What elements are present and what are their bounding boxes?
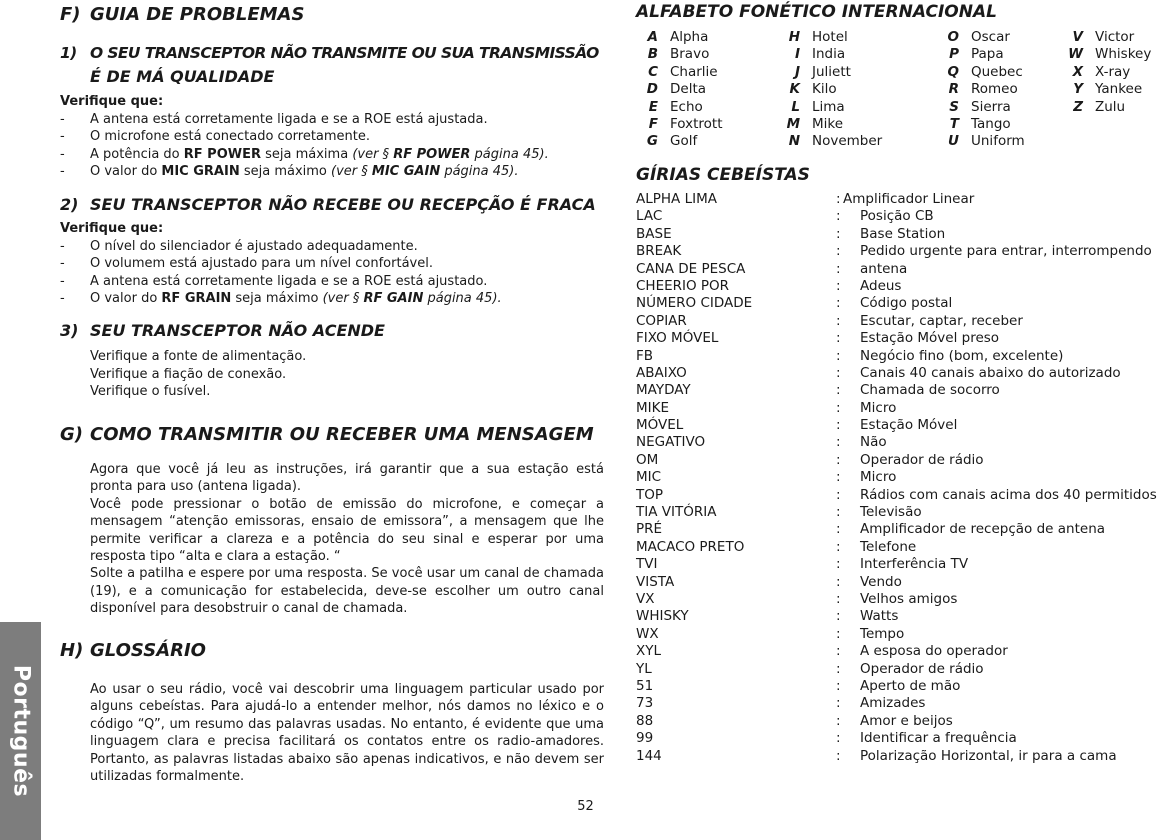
slang-definition: Amor e beijos	[860, 712, 953, 729]
alphabet-column	[1061, 29, 1171, 116]
alphabet-word: Hotel	[812, 29, 848, 45]
slang-colon: :	[836, 521, 841, 538]
bullet-bold: RF GRAIN	[161, 291, 232, 307]
alphabet-letter: T	[949, 115, 959, 132]
slang-row	[636, 661, 1171, 678]
slang-definition: Não	[860, 434, 887, 451]
section-title: GLOSSÁRIO	[90, 640, 206, 661]
alphabet-letter: A	[647, 29, 658, 45]
bullet-ref: página 45).	[423, 291, 502, 307]
bullet-text: O volumem está ajustado para um nível confortável.	[90, 256, 433, 272]
alphabet-letter: E	[648, 98, 658, 115]
slang-term: 73	[636, 695, 654, 712]
alphabet-word: Juliett	[812, 63, 851, 80]
alphabet-entry	[636, 99, 781, 116]
slang-term: TVI	[636, 556, 658, 573]
bullet-ref: página 45).	[470, 146, 549, 162]
alphabet-word: Kilo	[812, 81, 837, 98]
slang-row	[636, 400, 1171, 417]
alphabet-entry	[778, 116, 923, 133]
slang-definition: Canais 40 canais abaixo do autorizado	[860, 364, 1121, 381]
slang-term: VISTA	[636, 573, 675, 590]
bullet-ref-bold: RF POWER	[393, 146, 471, 162]
slang-colon: :	[836, 260, 841, 277]
p3-item: Verifique a fiação de conexão.	[90, 367, 287, 382]
alphabet-entry	[778, 64, 923, 81]
section-h-heading	[60, 640, 206, 661]
slang-term: BASE	[636, 225, 672, 242]
bullet-item	[60, 273, 487, 290]
slang-colon: :	[836, 434, 841, 451]
slang-colon: :	[836, 608, 841, 625]
paragraph: Solte a patilha e espere por uma resposta. Se você usar um canal de chamada (19), e a comunicação for estabelecida, deve-se escolher um outro canal disponível para desobstruir o canal de chamada.	[90, 566, 604, 617]
alphabet-word: Papa	[971, 46, 1004, 63]
slang-term: 144	[636, 747, 662, 764]
alphabet-letter: P	[949, 46, 959, 63]
alphabet-word: Yankee	[1095, 81, 1143, 98]
slang-definition: Rádios com canais acima dos 40 permitidos	[860, 486, 1157, 503]
alphabet-letter: G	[646, 133, 658, 150]
bullet-ref: (ver §	[331, 164, 372, 180]
slang-row	[636, 678, 1171, 695]
slang-definition: Watts	[860, 608, 899, 625]
alphabet-entry	[636, 29, 781, 46]
alphabet-letter: H	[788, 29, 800, 45]
alphabet-entry	[937, 116, 1082, 133]
bullet-text: O microfone está conectado corretamente.	[90, 129, 371, 145]
alphabet-letter: J	[794, 63, 800, 80]
alphabet-entry	[1061, 64, 1171, 81]
alphabet-word: Alpha	[670, 29, 709, 45]
slang-list	[636, 191, 1171, 765]
alphabet-letter: Z	[1073, 98, 1083, 115]
alphabet-entry	[1061, 99, 1171, 116]
slang-row	[636, 521, 1171, 538]
slang-row	[636, 417, 1171, 434]
bullet-ref-bold: RF GAIN	[363, 291, 424, 307]
slang-title: GÍRIAS CEBEÍSTAS	[636, 165, 810, 185]
alphabet-letter: D	[646, 81, 658, 98]
problem-title: SEU TRANSCEPTOR NÃO ACENDE	[90, 321, 385, 340]
slang-term: XYL	[636, 643, 662, 660]
slang-colon: :	[836, 504, 841, 521]
alphabet-entry	[1061, 29, 1171, 46]
slang-definition: Micro	[860, 469, 897, 486]
problem-number: 1)	[60, 44, 77, 62]
alphabet-entry	[1061, 81, 1171, 98]
slang-colon: :	[836, 417, 841, 434]
slang-colon: :	[836, 382, 841, 399]
slang-row	[636, 313, 1171, 330]
slang-term: ALPHA LIMA	[636, 191, 717, 207]
alphabet-letter: X	[1072, 63, 1083, 80]
slang-definition: Amplificador Linear	[843, 191, 975, 207]
slang-term: 51	[636, 677, 654, 694]
slang-term: ABAIXO	[636, 364, 687, 381]
slang-row	[636, 504, 1171, 521]
slang-colon: :	[836, 643, 841, 660]
slang-colon: :	[836, 590, 841, 607]
alphabet-word: Romeo	[971, 81, 1018, 98]
alphabet-word: Charlie	[670, 63, 718, 80]
alphabet-column	[778, 29, 923, 151]
slang-row	[636, 574, 1171, 591]
slang-colon: :	[836, 364, 841, 381]
slang-row	[636, 695, 1171, 712]
slang-term: MACACO PRETO	[636, 538, 745, 555]
alphabet-letter: S	[949, 98, 959, 115]
slang-term: CANA DE PESCA	[636, 260, 746, 277]
slang-row	[636, 278, 1171, 295]
alphabet-letter: M	[786, 115, 800, 132]
slang-colon: :	[836, 538, 841, 555]
alphabet-entry	[1061, 46, 1171, 63]
alphabet-letter: Y	[1073, 81, 1083, 98]
slang-definition: Escutar, captar, receber	[860, 312, 1023, 329]
section-f-heading	[60, 4, 304, 25]
section-letter: F)	[60, 4, 81, 25]
alphabet-entry	[778, 99, 923, 116]
slang-term: OM	[636, 451, 659, 468]
slang-row	[636, 556, 1171, 573]
slang-row	[636, 730, 1171, 747]
bullet-item	[60, 163, 519, 180]
slang-colon: :	[836, 469, 841, 486]
slang-colon: :	[836, 695, 841, 712]
slang-row	[636, 452, 1171, 469]
alphabet-word: Zulu	[1095, 98, 1126, 115]
alphabet-letter: V	[1072, 29, 1083, 45]
slang-row	[636, 261, 1171, 278]
slang-row	[636, 191, 1171, 208]
slang-row	[636, 591, 1171, 608]
verify-label: Verifique que:	[60, 94, 164, 109]
alphabet-letter: O	[947, 29, 959, 45]
slang-colon: :	[836, 277, 841, 294]
bullet-text: A antena está corretamente ligada e se a ROE está ajustado.	[90, 273, 488, 289]
section-letter: H)	[60, 640, 84, 661]
alphabet-letter: B	[647, 46, 658, 63]
slang-definition: antena	[860, 260, 908, 277]
slang-row	[636, 243, 1171, 260]
bullet-ref: (ver §	[352, 146, 394, 162]
alphabet-word: Quebec	[971, 63, 1023, 80]
bullet-dash: -	[60, 256, 65, 272]
slang-term: CHEERIO POR	[636, 277, 730, 294]
slang-term: MIKE	[636, 399, 670, 416]
page-number: 52	[577, 799, 594, 814]
slang-row	[636, 608, 1171, 625]
slang-row	[636, 469, 1171, 486]
problem-title: SEU TRANSCEPTOR NÃO RECEBE OU RECEPÇÃO É FRACA	[90, 195, 596, 214]
slang-term: MAYDAY	[636, 382, 691, 399]
slang-term: VX	[636, 590, 655, 607]
section-title: COMO TRANSMITIR OU RECEBER UMA MENSAGEM	[90, 424, 594, 445]
slang-definition: Negócio fino (bom, excelente)	[860, 347, 1064, 364]
bullet-item	[60, 290, 502, 307]
slang-definition: Estação Móvel preso	[860, 330, 1000, 347]
bullet-ref: página 45).	[440, 164, 519, 180]
slang-row	[636, 713, 1171, 730]
slang-definition: Vendo	[860, 573, 902, 590]
alphabet-word: Whiskey	[1095, 46, 1152, 63]
slang-term: TIA VITÓRIA	[636, 504, 717, 521]
slang-term: NEGATIVO	[636, 434, 706, 451]
slang-definition: Amplificador de recepção de antena	[860, 521, 1106, 538]
slang-row	[636, 382, 1171, 399]
slang-colon: :	[836, 486, 841, 503]
problem-3-heading	[60, 321, 385, 340]
alphabet-word: Sierra	[971, 98, 1011, 115]
slang-colon: :	[836, 573, 841, 590]
slang-definition: Operador de rádio	[860, 660, 984, 677]
alphabet-title: ALFABETO FONÉTICO INTERNACIONAL	[636, 2, 997, 22]
slang-definition: Velhos amigos	[860, 590, 958, 607]
slang-row	[636, 348, 1171, 365]
slang-definition: Operador de rádio	[860, 451, 984, 468]
slang-colon: :	[836, 399, 841, 416]
bullet-item	[60, 255, 433, 272]
slang-term: BREAK	[636, 243, 682, 260]
alphabet-letter: F	[648, 115, 658, 132]
slang-term: WHISKY	[636, 608, 689, 625]
alphabet-word: Lima	[812, 98, 845, 115]
bullet-bold: RF POWER	[183, 146, 261, 162]
slang-row	[636, 208, 1171, 225]
paragraph: Você pode pressionar o botão de emissão do microfone, e começar a mensagem “atenção emissoras, ensaio de emissora”, a mensagem que lhe permite verificar a clareza e a potência do seu sinal e esperar por uma resposta tipo “alta e clara a estação. “	[90, 496, 604, 565]
alphabet-word: Tango	[971, 115, 1011, 132]
alphabet-letter: R	[948, 81, 959, 98]
bullet-dash: -	[60, 239, 65, 254]
alphabet-word: Mike	[812, 115, 844, 132]
slang-term: WX	[636, 625, 659, 642]
slang-definition: Tempo	[860, 625, 905, 642]
bullet-text: O nível do silenciador é ajustado adequadamente.	[90, 239, 418, 254]
alphabet-letter: L	[791, 98, 800, 115]
bullet-text: seja máximo	[239, 164, 332, 180]
p3-item: Verifique o fusível.	[90, 384, 211, 399]
alphabet-letter: K	[789, 81, 800, 98]
slang-colon: :	[836, 347, 841, 364]
slang-term: NÚMERO CIDADE	[636, 295, 753, 312]
problem-title-line2: É DE MÁ QUALIDADE	[90, 67, 275, 86]
alphabet-entry	[636, 64, 781, 81]
slang-colon: :	[836, 677, 841, 694]
slang-term: FIXO MÓVEL	[636, 330, 719, 347]
slang-definition: Micro	[860, 399, 897, 416]
alphabet-word: Victor	[1095, 29, 1135, 45]
section-letter: G)	[60, 424, 84, 445]
slang-term: 88	[636, 712, 654, 729]
slang-term: FB	[636, 347, 654, 364]
slang-definition: Televisão	[860, 504, 922, 521]
slang-definition: Código postal	[860, 295, 953, 312]
alphabet-entry	[778, 81, 923, 98]
slang-colon: :	[836, 712, 841, 729]
slang-definition: Base Station	[860, 225, 946, 242]
alphabet-word: Delta	[670, 81, 707, 98]
section-title: GUIA DE PROBLEMAS	[90, 4, 305, 25]
alphabet-word: Oscar	[971, 29, 1010, 45]
slang-term: COPIAR	[636, 312, 687, 329]
bullet-item	[60, 238, 418, 255]
alphabet-letter: Q	[947, 63, 959, 80]
bullet-text: O valor do	[90, 291, 162, 307]
bullet-item	[60, 111, 488, 128]
slang-definition: Estação Móvel	[860, 417, 958, 434]
slang-row	[636, 330, 1171, 347]
problem-2-heading	[60, 195, 596, 214]
slang-term: TOP	[636, 486, 664, 503]
slang-row	[636, 626, 1171, 643]
alphabet-entry	[636, 133, 781, 150]
slang-term: LAC	[636, 208, 663, 225]
bullet-text: seja máxima	[261, 146, 353, 162]
slang-row	[636, 226, 1171, 243]
slang-row	[636, 295, 1171, 312]
slang-definition: Identificar a frequência	[860, 730, 1017, 747]
slang-row	[636, 365, 1171, 382]
bullet-item	[60, 128, 370, 145]
alphabet-letter: I	[794, 46, 800, 63]
alphabet-word: Uniform	[971, 133, 1025, 150]
alphabet-word: Golf	[670, 133, 698, 150]
slang-term: PRÉ	[636, 521, 663, 538]
problem-1-heading-line2	[90, 67, 274, 86]
bullet-dash: -	[60, 291, 65, 307]
slang-colon: :	[836, 330, 841, 347]
slang-definition: Posição CB	[860, 208, 934, 225]
slang-row	[636, 643, 1171, 660]
slang-colon: :	[836, 191, 841, 207]
alphabet-word: India	[812, 46, 846, 63]
bullet-ref-bold: MIC GAIN	[371, 164, 441, 180]
alphabet-letter: W	[1068, 46, 1083, 63]
problem-title-line1: O SEU TRANSCEPTOR NÃO TRANSMITE OU SUA TRANSMISSÃO	[90, 44, 599, 62]
slang-colon: :	[836, 556, 841, 573]
bullet-ref: (ver §	[322, 291, 364, 307]
slang-definition: Aperto de mão	[860, 677, 961, 694]
p3-item: Verifique a fonte de alimentação.	[90, 349, 307, 364]
alphabet-entry	[636, 116, 781, 133]
slang-definition: Adeus	[860, 277, 902, 294]
bullet-dash: -	[60, 112, 65, 127]
language-label: Português	[8, 664, 33, 798]
slang-definition: Telefone	[860, 538, 917, 555]
bullet-dash: -	[60, 129, 65, 145]
slang-definition: Chamada de socorro	[860, 382, 1000, 399]
slang-definition: Pedido urgente para entrar, interrompendo	[860, 243, 1152, 260]
bullet-text: A antena está corretamente ligada e se a ROE está ajustada.	[90, 112, 488, 127]
alphabet-letter: U	[948, 133, 959, 150]
slang-term: MIC	[636, 469, 662, 486]
section-h-text: Ao usar o seu rádio, você vai descobrir uma linguagem particular usado por alguns cebeístas. Para ajudá-lo a entender melhor, nós damos no léxico e o código “Q”, um resumo das palavras usadas. No entanto, é evidente que uma linguagem clara e precisa facilitará os contatos entre os radio-amadores. Portanto, as palavras listadas abaixo são apenas indicativos, e não devem ser utilizadas formalmente.	[90, 682, 604, 785]
slang-term: 99	[636, 730, 654, 747]
bullet-bold: MIC GRAIN	[161, 164, 240, 180]
problem-1-heading	[60, 44, 599, 62]
alphabet-letter: N	[788, 133, 800, 150]
slang-row	[636, 434, 1171, 451]
alphabet-entry	[636, 81, 781, 98]
slang-definition: Amizades	[860, 695, 926, 712]
alphabet-word: Foxtrott	[670, 115, 723, 132]
slang-term: MÓVEL	[636, 417, 684, 434]
alphabet-entry	[778, 133, 923, 150]
alphabet-word: X-ray	[1095, 63, 1131, 80]
slang-colon: :	[836, 225, 841, 242]
bullet-text: A potência do	[90, 146, 184, 162]
bullet-dash: -	[60, 146, 65, 162]
slang-colon: :	[836, 747, 841, 764]
problem-number: 3)	[60, 321, 79, 340]
slang-colon: :	[836, 312, 841, 329]
alphabet-entry	[778, 46, 923, 63]
alphabet-column	[636, 29, 781, 151]
alphabet-entry	[636, 46, 781, 63]
bullet-item	[60, 146, 549, 163]
bullet-dash: -	[60, 164, 65, 180]
slang-row	[636, 539, 1171, 556]
slang-colon: :	[836, 243, 841, 260]
slang-term: YL	[636, 660, 652, 677]
bullet-text: O valor do	[90, 164, 162, 180]
problem-number: 2)	[60, 195, 79, 214]
slang-row	[636, 487, 1171, 504]
slang-definition: Interferência TV	[860, 556, 969, 573]
slang-colon: :	[836, 295, 841, 312]
alphabet-word: Bravo	[670, 46, 710, 63]
paragraph: Agora que você já leu as instruções, irá garantir que a sua estação está pronta para uso (antena ligada).	[90, 462, 604, 495]
slang-colon: :	[836, 451, 841, 468]
slang-row	[636, 748, 1171, 765]
slang-colon: :	[836, 730, 841, 747]
alphabet-word: Echo	[670, 98, 703, 115]
slang-colon: :	[836, 660, 841, 677]
alphabet-entry	[778, 29, 923, 46]
slang-definition: Polarização Horizontal, ir para a cama	[860, 747, 1117, 764]
verify-label: Verifique que:	[60, 221, 164, 236]
slang-definition: A esposa do operador	[860, 643, 1008, 660]
alphabet-entry	[937, 133, 1082, 150]
slang-colon: :	[836, 625, 841, 642]
bullet-text: seja máximo	[231, 291, 323, 307]
alphabet-word: November	[812, 133, 883, 150]
alphabet-letter: C	[648, 63, 658, 80]
section-g-heading	[60, 424, 594, 445]
bullet-dash: -	[60, 273, 65, 289]
section-g-text	[90, 461, 604, 618]
slang-colon: :	[836, 208, 841, 225]
